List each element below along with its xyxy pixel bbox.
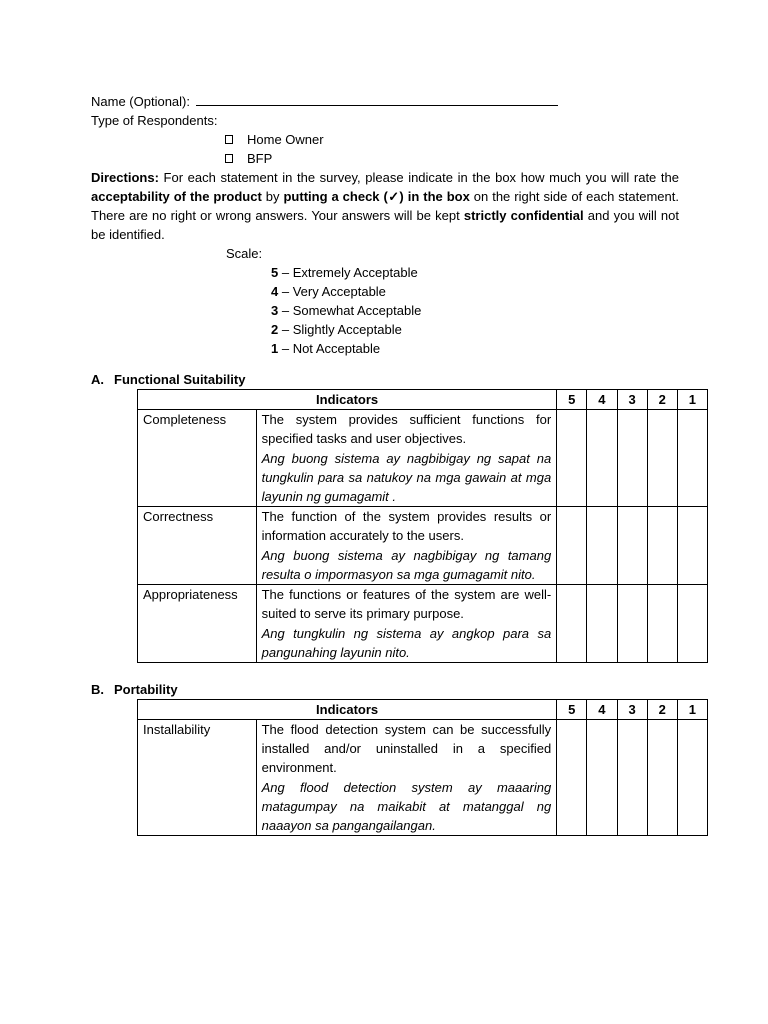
description-tagalog: Ang buong sistema ay nagbibigay ng sapat na tungkulin para sa natukoy na mga gawain at mga layunin ng gumagamit .: [261, 451, 552, 504]
score-box-3[interactable]: [617, 720, 647, 836]
score-header-2: 2: [647, 700, 677, 720]
scale-text: – Slightly Acceptable: [278, 322, 402, 337]
score-header-1: 1: [677, 700, 707, 720]
section-title: Functional Suitability: [114, 372, 246, 387]
score-box-4[interactable]: [587, 585, 617, 663]
score-box-3[interactable]: [617, 410, 647, 507]
table-row: [138, 410, 708, 507]
indicators-header: Indicators: [138, 390, 557, 410]
score-box-2[interactable]: [647, 720, 677, 836]
description-tagalog: Ang tungkulin ng sistema ay angkop para sa pangunahing layunin nito.: [261, 626, 552, 660]
section-a-table: [137, 389, 708, 663]
score-box-5[interactable]: [557, 720, 587, 836]
score-header-2: 2: [647, 390, 677, 410]
directions-text: For each statement in the survey, please indicate in the box how much you will rate the: [158, 170, 679, 185]
table-row: [138, 585, 708, 663]
scale-item-5: [91, 263, 679, 282]
indicator-description: [256, 410, 557, 507]
scale-item-3: [91, 301, 679, 320]
score-header-3: 3: [617, 390, 647, 410]
scale-item-2: [91, 320, 679, 339]
description-tagalog: Ang flood detection system ay maaaring matagumpay na maikabit at matanggal ng naaayon sa pangangailangan.: [261, 780, 552, 833]
table-row: [138, 720, 708, 836]
directions-paragraph: [91, 168, 679, 244]
directions-text: on the right side of each statement. There are no right or wrong answers. Your answers will be kept: [91, 189, 679, 223]
name-field-row: [91, 92, 679, 111]
scale-title: Scale:: [226, 246, 263, 261]
scale-item-1: [91, 339, 679, 358]
description-english: The function of the system provides results or information accurately to the users.: [261, 509, 552, 543]
indicators-header: Indicators: [138, 700, 557, 720]
scale-text: – Not Acceptable: [278, 341, 381, 356]
section-b-heading: [91, 680, 679, 699]
score-box-3[interactable]: [617, 585, 647, 663]
indicator-description: [256, 585, 557, 663]
table-row: [138, 507, 708, 585]
score-header-4: 4: [587, 390, 617, 410]
indicator-label: Installability: [138, 720, 257, 836]
score-header-4: 4: [587, 700, 617, 720]
option-label: Home Owner: [247, 132, 324, 147]
score-box-2[interactable]: [647, 585, 677, 663]
score-box-5[interactable]: [557, 410, 587, 507]
checkbox-icon[interactable]: [225, 135, 233, 144]
scale-num: 3: [271, 303, 279, 318]
description-english: The system provides sufficient functions for specified tasks and user objectives.: [261, 412, 552, 446]
score-box-1[interactable]: [677, 720, 707, 836]
section-letter: B.: [91, 682, 104, 697]
scale-num: 2: [271, 322, 279, 337]
scale-text: – Very Acceptable: [278, 284, 386, 299]
description-tagalog: Ang buong sistema ay nagbibigay ng tamang resulta o impormasyon sa mga gumagamit nito.: [261, 548, 552, 582]
directions-bold: putting a check (✓) in the box: [283, 189, 470, 204]
score-header-3: 3: [617, 700, 647, 720]
indicator-label: Completeness: [138, 410, 257, 507]
section-letter: A.: [91, 372, 104, 387]
description-english: The flood detection system can be successfully installed and/or uninstalled in a specified environment.: [261, 722, 552, 775]
directions-text: by: [261, 189, 284, 204]
checkbox-icon[interactable]: [225, 154, 233, 163]
scale-text: – Extremely Acceptable: [278, 265, 418, 280]
score-box-1[interactable]: [677, 507, 707, 585]
section-a-heading: [91, 370, 679, 389]
respondents-label: Type of Respondents:: [91, 113, 218, 128]
score-box-4[interactable]: [587, 507, 617, 585]
table-header-row: [138, 700, 708, 720]
scale-item-4: [91, 282, 679, 301]
option-home-owner[interactable]: [91, 130, 679, 149]
scale-num: 1: [271, 341, 279, 356]
section-b-table: [137, 699, 708, 836]
score-header-1: 1: [677, 390, 707, 410]
description-english: The functions or features of the system are well-suited to serve its primary purpose.: [261, 587, 552, 621]
survey-page: [91, 92, 697, 836]
directions-bold: strictly confidential: [463, 208, 584, 223]
score-header-5: 5: [557, 700, 587, 720]
option-bfp[interactable]: [91, 149, 679, 168]
section-title: Portability: [114, 682, 178, 697]
score-box-3[interactable]: [617, 507, 647, 585]
option-label: BFP: [247, 151, 273, 166]
indicator-description: [256, 507, 557, 585]
name-label: Name (Optional):: [91, 94, 190, 109]
score-box-2[interactable]: [647, 507, 677, 585]
score-header-5: 5: [557, 390, 587, 410]
score-box-2[interactable]: [647, 410, 677, 507]
score-box-4[interactable]: [587, 410, 617, 507]
directions-bold: acceptability of the product: [91, 189, 262, 204]
scale-text: – Somewhat Acceptable: [278, 303, 422, 318]
table-header-row: [138, 390, 708, 410]
indicator-description: [256, 720, 557, 836]
score-box-5[interactable]: [557, 585, 587, 663]
directions-text: and you will not be identified.: [91, 208, 679, 242]
scale-num: 4: [271, 284, 279, 299]
score-box-4[interactable]: [587, 720, 617, 836]
indicator-label: Correctness: [138, 507, 257, 585]
directions-lead: Directions:: [91, 170, 159, 185]
score-box-1[interactable]: [677, 410, 707, 507]
score-box-5[interactable]: [557, 507, 587, 585]
indicator-label: Appropriateness: [138, 585, 257, 663]
scale-num: 5: [271, 265, 279, 280]
score-box-1[interactable]: [677, 585, 707, 663]
name-input-line[interactable]: [196, 93, 558, 106]
